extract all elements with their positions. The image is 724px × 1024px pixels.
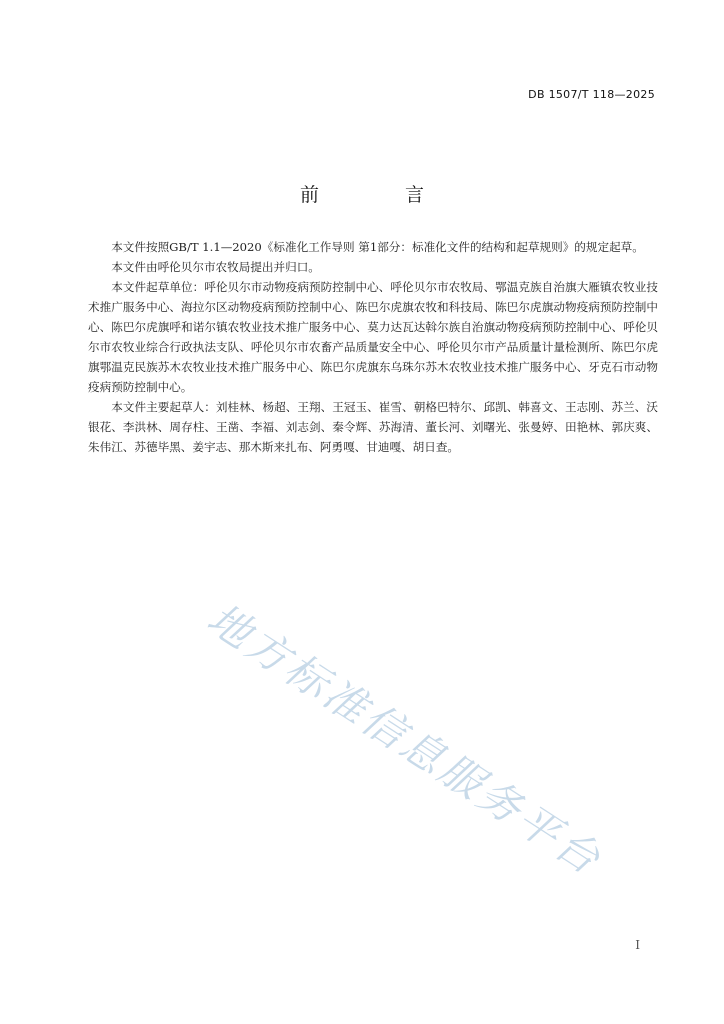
- page-number: I: [635, 938, 640, 952]
- foreword-body: [88, 237, 658, 457]
- paragraph-drafting-units: 本文件起草单位：呼伦贝尔市动物疫病预防控制中心、呼伦贝尔市农牧局、鄂温克族自治旗大雁镇农牧业技术推广服务中心、海拉尔区动物疫病预防控制中心、陈巴尔虎旗农牧和科技局、陈巴尔虎旗动物疫病预防控制中心、陈巴尔虎旗呼和诺尔镇农牧业技术推广服务中心、莫力达瓦达斡尔族自治旗动物疫病预防控制中心、呼伦贝尔市农牧业综合行政执法支队、呼伦贝尔市农畜产品质量安全中心、呼伦贝尔市产品质量计量检测所、陈巴尔虎旗鄂温克民族苏木农牧业技术推广服务中心、陈巴尔虎旗东乌珠尔苏木农牧业技术推广服务中心、牙克石市动物疫病预防控制中心。: [88, 280, 658, 394]
- section-title: 前 言: [299, 184, 465, 206]
- paragraph-drafters: 本文件主要起草人：刘桂林、杨超、王翔、王冠玉、崔雪、朝格巴特尔、邱凯、韩喜文、王志刚、苏兰、沃银花、李洪林、周存柱、王凿、李福、刘志剑、秦令辉、苏海清、董长河、刘曙光、张曼婷、田艳林、郭庆爽、朱伟江、苏德毕黑、姜宇志、那木斯来扎布、阿勇嘎、甘迪嘎、胡日查。: [88, 400, 658, 454]
- watermark: 地方标准信息服务平台: [198, 593, 612, 886]
- document-number: DB 1507/T 118—2025: [528, 88, 655, 101]
- paragraph-proposer: 本文件由呼伦贝尔市农牧局提出并归口。: [111, 260, 320, 274]
- paragraph-drafting-basis: 本文件按照GB/T 1.1—2020《标准化工作导则 第1部分：标准化文件的结构和起草规则》的规定起草。: [111, 240, 644, 254]
